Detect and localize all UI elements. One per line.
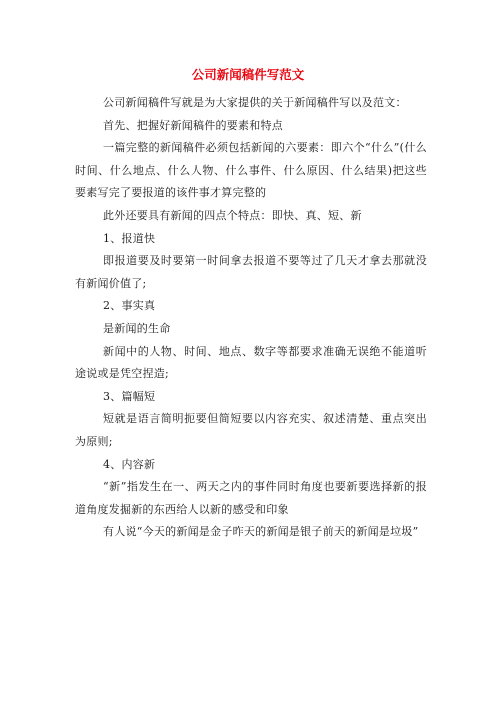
paragraph: 有人说“今天的新闻是金子昨天的新闻是银子前天的新闻是垃圾” <box>103 525 419 539</box>
paragraph: 即报道要及时要第一时间拿去报道不要等过了几天才拿去那就没有新闻价值了; <box>75 254 427 290</box>
paragraph: 是新闻的生命 <box>103 321 171 335</box>
paragraph: 3、篇幅短 <box>103 389 156 403</box>
paragraph: 一篇完整的新闻稿件必须包括新闻的六要素：即六个“什么”(什么时间、什么地点、什么人物、什么事件、什么原因、什么结果)把这些要素写完了要报道的该件事才算完整的 <box>75 141 427 200</box>
paragraph: 短就是语言简明扼要但简短要以内容充实、叙述清楚、重点突出为原则; <box>75 412 427 448</box>
paragraph: 此外还要具有新闻的四点个特点：即快、真、短、新 <box>103 208 362 222</box>
paragraph: “新”指发生在一、两天之内的事件同时角度也要新要选择新的报道角度发掘新的东西给人以新的感受和印象 <box>75 480 427 516</box>
paragraph: 1、报道快 <box>103 231 156 245</box>
paragraph: 新闻中的人物、时间、地点、数字等都要求准确无误绝不能道听途说或是凭空捏造; <box>75 344 427 381</box>
document-title: 公司新闻稿件写范文 <box>191 67 305 82</box>
document-body <box>75 92 427 544</box>
paragraph: 4、内容新 <box>103 457 156 471</box>
paragraph: 2、事实真 <box>103 299 156 313</box>
paragraph: 公司新闻稿件写就是为大家提供的关于新闻稿件写以及范文： <box>103 96 407 109</box>
paragraph: 首先、把握好新闻稿件的要素和特点 <box>103 118 283 132</box>
